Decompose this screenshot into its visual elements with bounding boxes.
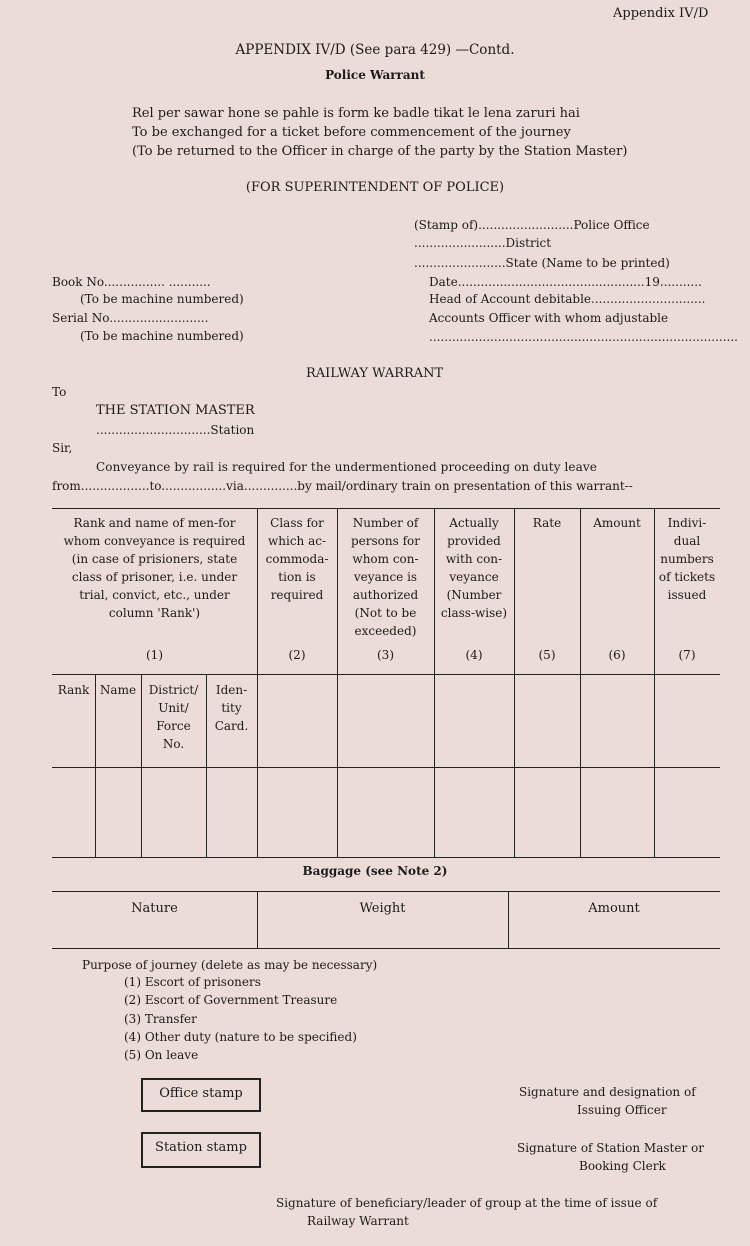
header-line: tion is: [278, 570, 316, 584]
header-line: Indivi-: [667, 516, 707, 530]
header-line: Amount: [593, 516, 641, 530]
subheader-line: tity: [221, 701, 242, 715]
body-line-1: Conveyance by rail is required for the undermentioned proceeding on duty leave: [96, 460, 597, 474]
date-field: Date.................................................19...........: [429, 275, 702, 289]
office-stamp-box: Office stamp: [141, 1078, 261, 1112]
table-sub-divider: [95, 674, 96, 857]
to-label: To: [52, 385, 67, 399]
subheader-line: Unit/: [158, 701, 189, 715]
header-col-7: [654, 514, 720, 604]
notice-line-1: Rel per sawar hone se pahle is form ke badle tikat le lena zaruri hai: [132, 106, 580, 121]
subheader-line: No.: [162, 737, 185, 751]
body-line-2: from..................to.................via..............by mail/ordinary train on presentation of this warrant--: [52, 479, 633, 493]
for-superintendent: (FOR SUPERINTENDENT OF POLICE): [245, 180, 505, 195]
baggage-col-weight: Weight: [359, 901, 406, 916]
subheader-line: District/: [148, 683, 199, 697]
column-number: (6): [608, 648, 626, 662]
header-line: Number of: [352, 516, 419, 530]
beneficiary-signature-line1: Signature of beneficiary/leader of group at the time of issue of: [276, 1196, 658, 1210]
baggage-col-amount: Amount: [588, 901, 640, 916]
header-line: Rank and name of men-for: [73, 516, 236, 530]
book-no-note: (To be machine numbered): [80, 292, 244, 306]
subheader-line: Name: [99, 683, 137, 697]
header-col-2: [257, 514, 337, 604]
column-number: (3): [377, 648, 394, 662]
header-line: (Not to be: [354, 606, 417, 620]
header-line: provided: [447, 534, 501, 548]
header-line: authorized: [352, 588, 419, 602]
column-number: (5): [538, 648, 556, 662]
serial-no-field: Serial No..........................: [52, 311, 209, 325]
column-number: (1): [146, 648, 163, 662]
purpose-item: (3) Transfer: [124, 1012, 197, 1026]
header-line: dual: [673, 534, 701, 548]
station-master-heading: THE STATION MASTER: [96, 403, 255, 418]
baggage-col-nature: Nature: [131, 901, 178, 916]
column-number: (7): [678, 648, 696, 662]
baggage-bottom-rule: [52, 948, 720, 949]
table-top-rule: [52, 508, 720, 509]
state-field: ........................State (Name to be printed): [414, 256, 670, 270]
header-col-5: [514, 514, 580, 532]
baggage-top-rule: [52, 891, 720, 892]
purpose-item: (2) Escort of Government Treasure: [124, 993, 338, 1007]
header-line: whom conveyance is required: [63, 534, 246, 548]
column-number: (4): [465, 648, 483, 662]
accounts-officer-field: Accounts Officer with whom adjustable: [429, 311, 669, 325]
header-col-3: [337, 514, 434, 640]
table-header-rule: [52, 674, 720, 675]
header-line: (Number: [446, 588, 502, 602]
header-line: of tickets: [658, 570, 716, 584]
issuing-officer-signature-line2: Issuing Officer: [577, 1103, 667, 1117]
header-line: Class for: [270, 516, 324, 530]
subheader-name: [95, 681, 141, 699]
header-line: trial, convict, etc., under: [79, 588, 230, 602]
salutation: Sir,: [52, 441, 73, 455]
header-line: Rate: [532, 516, 562, 530]
header-line: Actually: [449, 516, 499, 530]
page-subtitle: Police Warrant: [325, 68, 425, 82]
appendix-label: Appendix IV/D: [613, 6, 709, 21]
header-line: veyance is: [353, 570, 418, 584]
notice-line-3: (To be returned to the Officer in charge of the party by the Station Master): [132, 144, 628, 159]
subheader-line: Force: [156, 719, 191, 733]
header-col-4: [434, 514, 514, 622]
header-line: class-wise): [440, 606, 508, 620]
header-line: exceeded): [354, 624, 417, 638]
subheader-line: Card.: [214, 719, 249, 733]
header-line: column 'Rank'): [108, 606, 201, 620]
subheader-rank: [52, 681, 95, 699]
header-line: commoda-: [265, 552, 329, 566]
page-title: APPENDIX IV/D (See para 429) —Contd.: [235, 42, 515, 58]
station-master-signature-line1: Signature of Station Master or: [517, 1141, 704, 1155]
table-col-divider: [580, 508, 581, 857]
serial-no-note: (To be machine numbered): [80, 329, 244, 343]
purpose-item: (5) On leave: [124, 1048, 199, 1062]
header-line: which ac-: [267, 534, 327, 548]
header-line: class of prisoner, i.e. under: [71, 570, 238, 584]
table-col-divider: [514, 508, 515, 857]
header-line: (in case of prisioners, state: [71, 552, 238, 566]
district-field: ........................District: [414, 236, 552, 250]
issuing-officer-signature-line1: Signature and designation of: [519, 1085, 696, 1099]
subheader-identity-card: [206, 681, 257, 735]
subheader-district: [141, 681, 206, 753]
header-line: with con-: [445, 552, 503, 566]
table-row-rule: [52, 767, 720, 768]
station-field: ..............................Station: [96, 423, 255, 437]
stamp-of-field: (Stamp of).........................Police Office: [414, 218, 650, 232]
railway-warrant-title: RAILWAY WARRANT: [306, 366, 444, 381]
header-line: required: [270, 588, 324, 602]
header-line: numbers: [660, 552, 714, 566]
column-number: (2): [288, 648, 306, 662]
header-line: issued: [667, 588, 707, 602]
station-master-signature-line2: Booking Clerk: [579, 1159, 666, 1173]
purpose-item: (1) Escort of prisoners: [124, 975, 261, 989]
head-of-account-field: Head of Account debitable..............................: [429, 292, 706, 306]
header-col-1: [52, 514, 257, 622]
purpose-title: Purpose of journey (delete as may be necessary): [82, 958, 378, 972]
header-col-6: [580, 514, 654, 532]
beneficiary-signature-line2: Railway Warrant: [307, 1214, 409, 1228]
header-line: whom con-: [352, 552, 419, 566]
station-stamp-box: Station stamp: [141, 1132, 261, 1168]
accounts-officer-dotted-line: .................................................................................: [429, 330, 738, 344]
subheader-line: Rank: [57, 683, 90, 697]
header-line: veyance: [449, 570, 499, 584]
subheader-line: Iden-: [215, 683, 248, 697]
notice-line-2: To be exchanged for a ticket before commencement of the journey: [132, 125, 571, 140]
purpose-item: (4) Other duty (nature to be specified): [124, 1030, 357, 1044]
table-bottom-rule: [52, 857, 720, 858]
baggage-title: Baggage (see Note 2): [302, 864, 448, 878]
header-line: persons for: [350, 534, 420, 548]
book-no-field: Book No................ ...........: [52, 275, 211, 289]
